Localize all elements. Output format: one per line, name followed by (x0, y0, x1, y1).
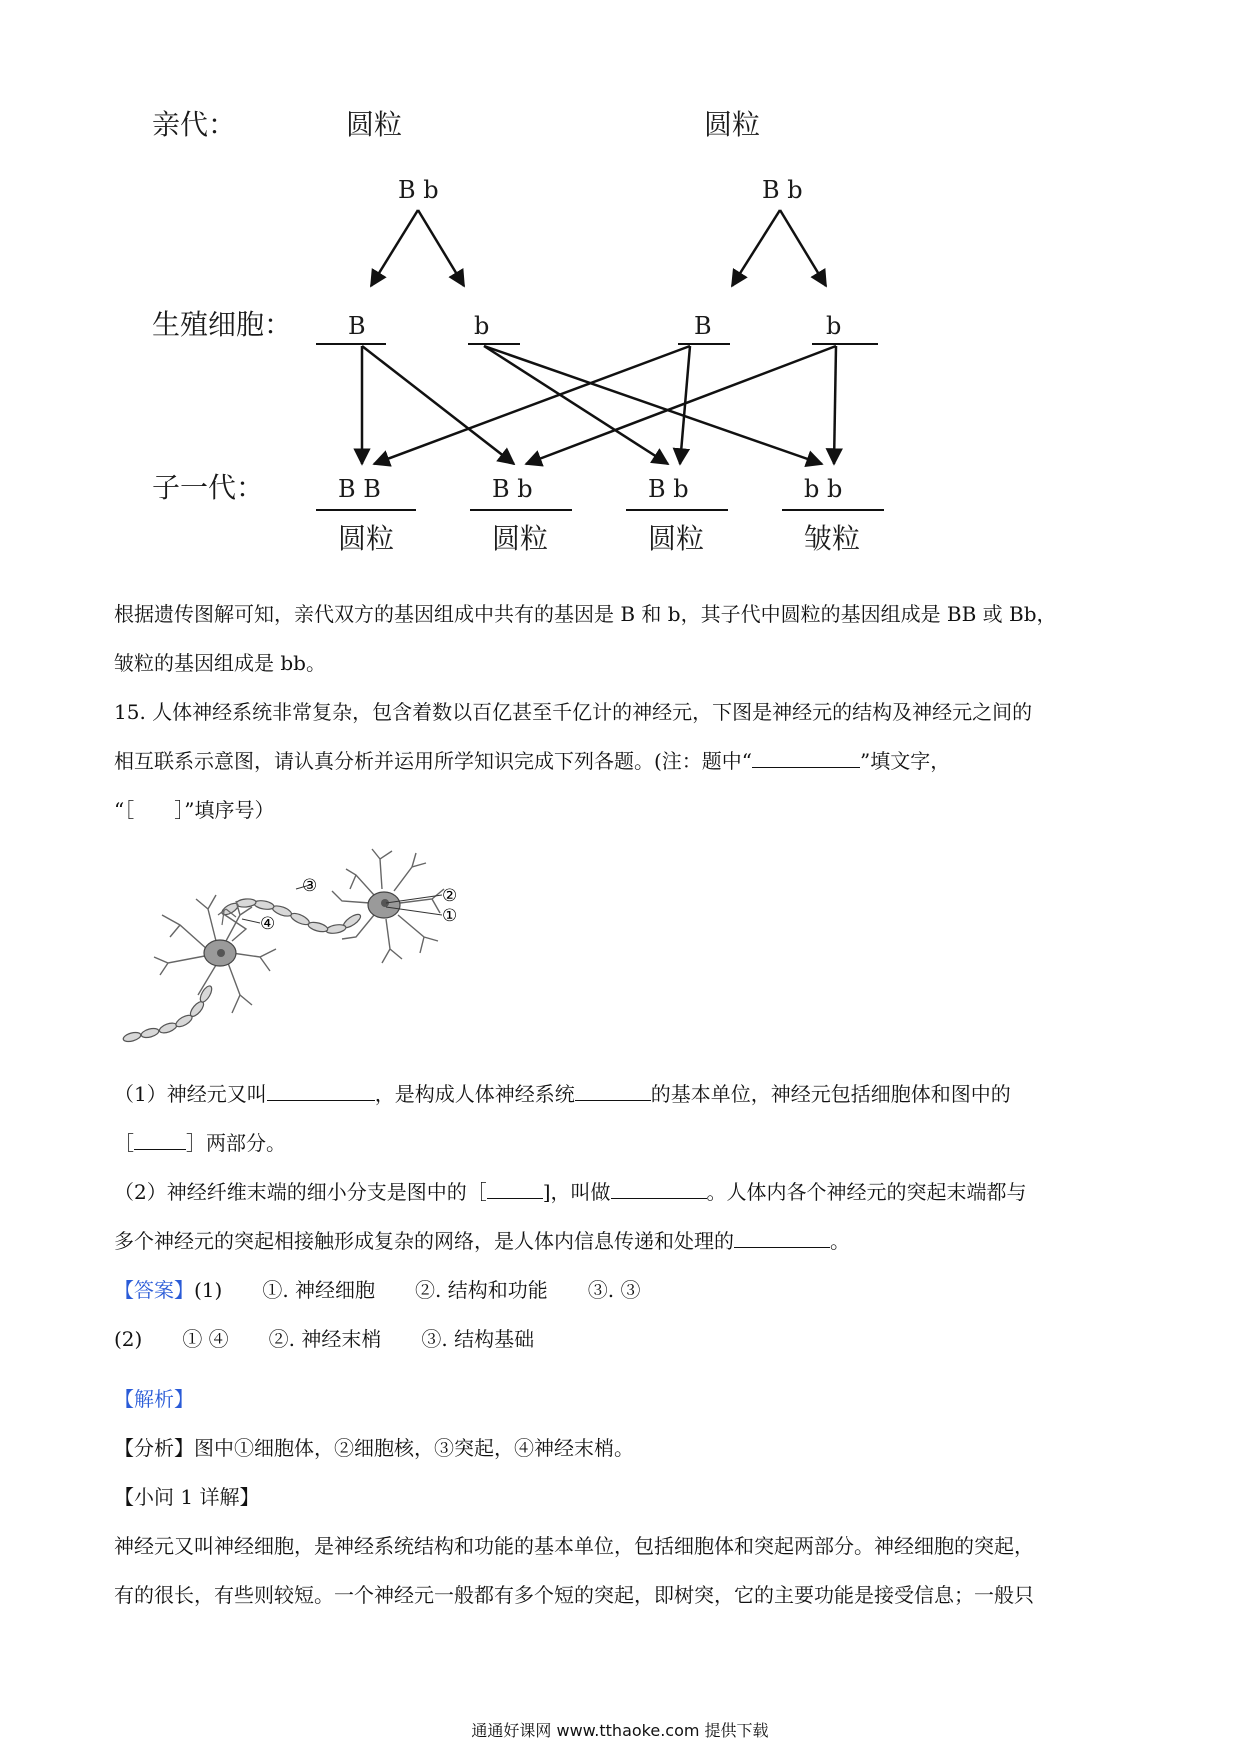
label-3: ③ (302, 876, 318, 896)
offspring-1-genotype: B B (338, 475, 381, 503)
detail-tag: 【小问 1 详解】 (114, 1485, 260, 1509)
neuron-svg (120, 845, 540, 1045)
subq2-line1 (114, 1176, 1027, 1205)
genetic-cross-diagram (150, 100, 910, 570)
para1-line1: 根据遗传图解可知，亲代双方的基因组成中共有的基因是 B 和 b，其子代中圆粒的基因组成是 BB 或 Bb， (114, 602, 1057, 626)
q15-line2-b: ”填文字， (860, 749, 951, 773)
subq2-text-c: 。人体内各个神经元的突起末端都与 (706, 1180, 1027, 1204)
offspring-3-phenotype: 圆粒 (648, 522, 705, 555)
gamete-4: b (826, 312, 842, 340)
subq2-blank-1 (487, 1180, 543, 1199)
page-footer: 通通好课网 www.tthaoke.com 提供下载 (471, 1721, 769, 1740)
parent2-genotype: B b (762, 176, 803, 204)
axon-right (220, 898, 362, 935)
q15-line3: “［ ］”填序号） (114, 798, 275, 822)
subq2-blank-3 (734, 1229, 830, 1248)
row-label-parents: 亲代： (152, 108, 237, 141)
parent1-genotype: B b (398, 176, 439, 204)
gamete-3: B (694, 312, 712, 340)
gamete-offspring-arrows (362, 346, 836, 464)
text-blank (752, 749, 860, 768)
subq1-text-e: ］两部分。 (186, 1131, 286, 1155)
q15-line2-a: 相互联系示意图，请认真分析并运用所学知识完成下列各题。(注：题中“ (114, 749, 753, 773)
genetic-cross-svg (150, 100, 910, 570)
analysis-line: 【分析】图中①细胞体，②细胞核，③突起，④神经末梢。 (114, 1436, 634, 1460)
offspring-2-phenotype: 圆粒 (492, 522, 549, 555)
answer-part1: (1) ①. 神经细胞 ②. 结构和功能 ③. ③ (194, 1278, 641, 1302)
answer-line1 (114, 1274, 640, 1303)
parent-gamete-arrows (371, 210, 826, 286)
subq1-blank-3 (134, 1131, 186, 1150)
label-2: ② (442, 886, 458, 906)
subq2-line2 (114, 1225, 850, 1254)
answer-tag: 【答案】 (114, 1278, 194, 1302)
parent1-phenotype: 圆粒 (346, 108, 403, 141)
subq1-text-d: ［ (114, 1131, 134, 1155)
subq2-text-e: 。 (830, 1229, 850, 1253)
subq1-text-b: ，是构成人体神经系统 (374, 1082, 575, 1106)
parent2-phenotype: 圆粒 (704, 108, 761, 141)
offspring-4-phenotype: 皱粒 (804, 522, 861, 555)
detail-line2: 有的很长，有些则较短。一个神经元一般都有多个短的突起，即树突，它的主要功能是接受信息；一般只 (114, 1583, 1034, 1607)
subq2-text-b: ]，叫做 (542, 1180, 611, 1204)
neuron-illustration (120, 845, 540, 1045)
subq1-blank-1 (267, 1082, 375, 1101)
para1-line2: 皱粒的基因组成是 bb。 (114, 651, 326, 675)
offspring-3-genotype: B b (648, 475, 689, 503)
q15-line2 (114, 745, 950, 774)
offspring-2-genotype: B b (492, 475, 533, 503)
label-4: ④ (260, 914, 276, 934)
analysis-tag: 【解析】 (114, 1387, 194, 1411)
subq2-blank-2 (611, 1180, 707, 1199)
label-1: ① (442, 906, 458, 926)
row-label-offspring: 子一代： (152, 471, 265, 504)
row-label-gametes: 生殖细胞： (152, 308, 293, 341)
axon-left (122, 984, 214, 1043)
subq2-text-d: 多个神经元的突起相接触形成复杂的网络，是人体内信息传递和处理的 (114, 1229, 734, 1253)
detail-line1: 神经元又叫神经细胞，是神经系统结构和功能的基本单位，包括细胞体和突起两部分。神经细胞的突起， (114, 1534, 1034, 1558)
subq1-text-a: （1）神经元又叫 (114, 1082, 267, 1106)
left-nucleus (217, 949, 225, 957)
offspring-4-genotype: b b (804, 475, 843, 503)
gamete-2: b (474, 312, 490, 340)
subq1-line2 (114, 1127, 286, 1156)
subq2-text-a: （2）神经纤维末端的细小分支是图中的［ (114, 1180, 487, 1204)
offspring-1-phenotype: 圆粒 (338, 522, 395, 555)
subq1-text-c: 的基本单位，神经元包括细胞体和图中的 (650, 1082, 1011, 1106)
gamete-1: B (348, 312, 366, 340)
q15-line1: 15. 人体神经系统非常复杂，包含着数以百亿甚至千亿计的神经元，下图是神经元的结构及神经元之间的 (114, 700, 1033, 724)
subq1-blank-2 (575, 1082, 651, 1101)
subq1-line1 (114, 1078, 1011, 1107)
answer-line2: (2) ① ④ ②. 神经末梢 ③. 结构基础 (114, 1327, 535, 1351)
